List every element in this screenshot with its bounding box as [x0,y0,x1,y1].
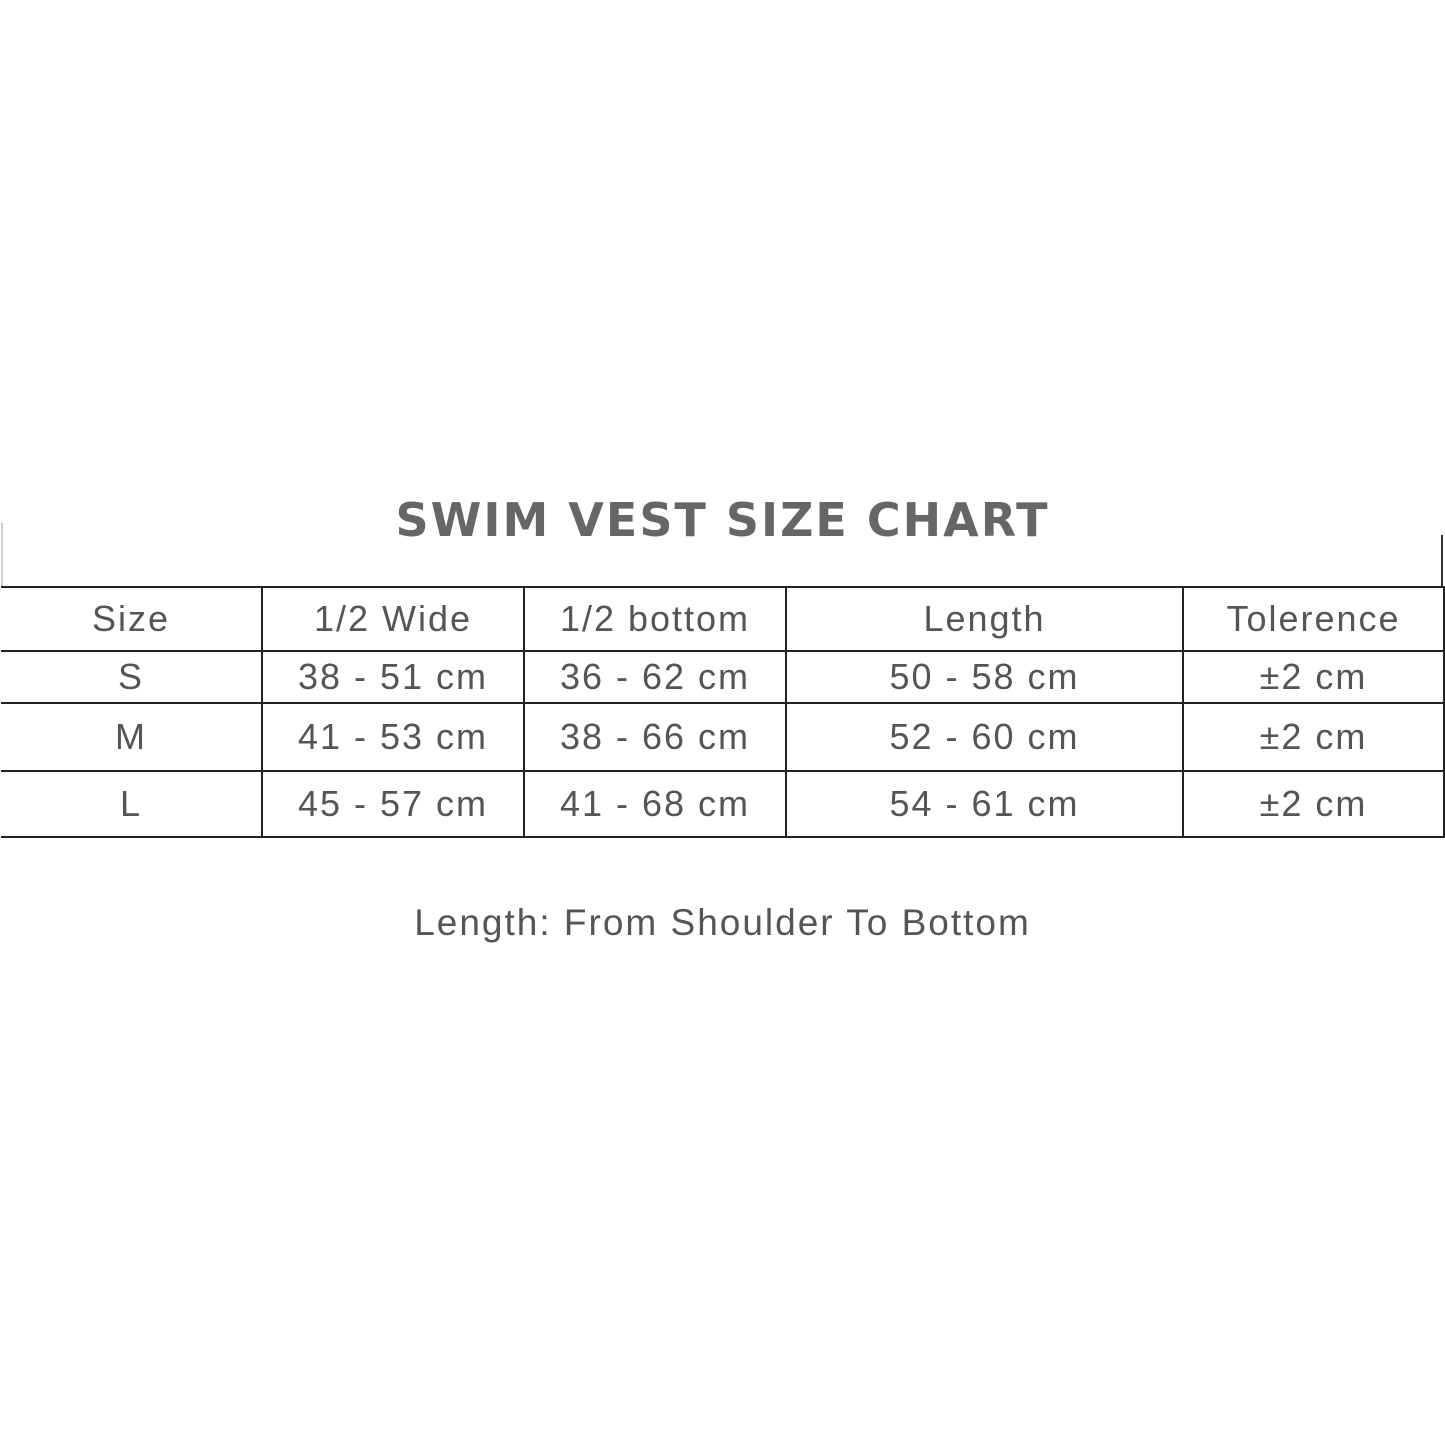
header-half-bottom: 1/2 bottom [524,587,786,651]
cell-half-bottom: 36 - 62 cm [524,651,786,703]
right-edge-line [1441,535,1443,587]
cell-tolerance: ±2 cm [1183,771,1444,837]
size-table [1,586,1445,838]
cell-length: 50 - 58 cm [786,651,1183,703]
header-length: Length [786,587,1183,651]
left-edge-line [1,523,3,587]
header-tolerance: Tolerence [1183,587,1444,651]
cell-size: L [1,771,262,837]
header-size: Size [1,587,262,651]
table-row [1,651,1444,703]
table-header-row [1,587,1444,651]
cell-half-bottom: 41 - 68 cm [524,771,786,837]
header-half-wide: 1/2 Wide [262,587,524,651]
cell-half-wide: 41 - 53 cm [262,703,524,771]
table-row [1,703,1444,771]
cell-size: M [1,703,262,771]
cell-half-wide: 38 - 51 cm [262,651,524,703]
cell-tolerance: ±2 cm [1183,703,1444,771]
cell-half-wide: 45 - 57 cm [262,771,524,837]
cell-half-bottom: 38 - 66 cm [524,703,786,771]
cell-size: S [1,651,262,703]
cell-tolerance: ±2 cm [1183,651,1444,703]
cell-length: 54 - 61 cm [786,771,1183,837]
length-note: Length: From Shoulder To Bottom [414,902,1031,943]
cell-length: 52 - 60 cm [786,703,1183,771]
table-row [1,771,1444,837]
chart-title: SWIM VEST SIZE CHART [395,493,1050,547]
